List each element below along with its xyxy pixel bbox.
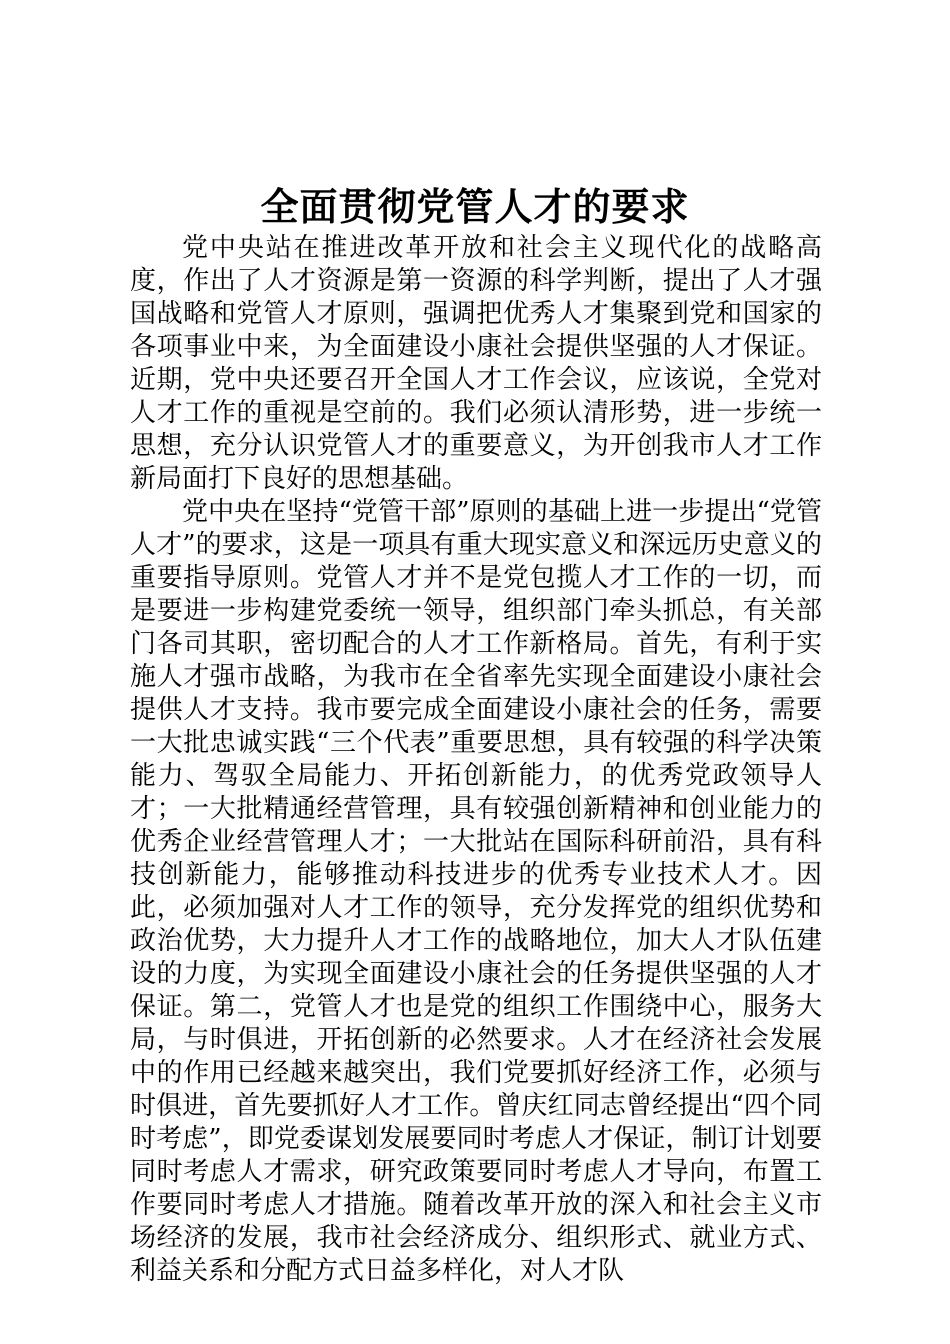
paragraph-1: 党中央站在推进改革开放和社会主义现代化的战略高度，作出了人才资源是第一资源的科学判断，提出了人才强国战略和党管人才原则，强调把优秀人才集聚到党和国家的各项事业中来，为全面建设小康社会提供坚强的人才保证。近期，党中央还要召开全国人才工作会议，应该说，全党对人才工作的重视是空前的。我们必须认清形势，进一步统一思想，充分认识党管人才的重要意义，为开创我市人才工作新局面打下良好的思想基础。: [130, 233, 822, 494]
paragraph-2: 党中央在坚持“党管干部”原则的基础上进一步提出“党管人才”的要求，这是一项具有重大现实意义和深远历史意义的重要指导原则。党管人才并不是党包揽人才工作的一切，而是要进一步构建党委统一领导，组织部门牵头抓总，有关部门各司其职，密切配合的人才工作新格局。首先，有利于实施人才强市战略，为我市在全省率先实现全面建设小康社会提供人才支持。我市要完成全面建设小康社会的任务，需要一大批忠诚实践“三个代表”重要思想，具有较强的科学决策能力、驾驭全局能力、开拓创新能力，的优秀党政领导人才；一大批精通经营管理，具有较强创新精神和创业能力的优秀企业经营管理人才；一大批站在国际科研前沿，具有科技创新能力，能够推动科技进步的优秀专业技术人才。因此，必须加强对人才工作的领导，充分发挥党的组织优势和政治优势，大力提升人才工作的战略地位，加大人才队伍建设的力度，为实现全面建设小康社会的任务提供坚强的人才保证。第二，党管人才也是党的组织工作围绕中心，服务大局，与时俱进，开拓创新的必然要求。人才在经济社会发展中的作用已经越来越突出，我们党要抓好经济工作，必须与时俱进，首先要抓好人才工作。曾庆红同志曾经提出“四个同时考虑”，即党委谋划发展要同时考虑人才保证，制订计划要同时考虑人才需求，研究政策要同时考虑人才导向，布置工作要同时考虑人才措施。随着改革开放的深入和社会主义市场经济的发展，我市社会经济成分、组织形式、就业方式、利益关系和分配方式日益多样化，对人才队: [130, 497, 822, 1286]
document-title: 全面贯彻党管人才的要求: [260, 184, 690, 229]
document-body: [130, 232, 822, 1288]
